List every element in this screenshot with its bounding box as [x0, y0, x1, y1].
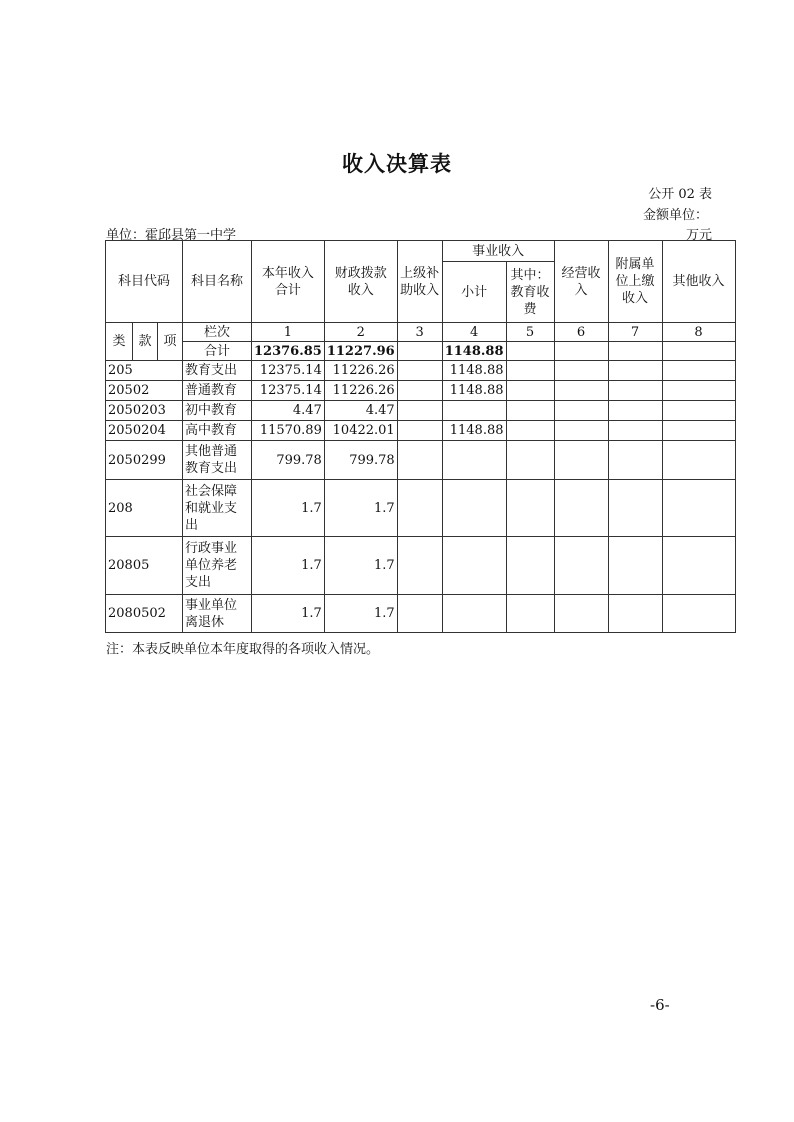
row-fiscal: 11226.26	[324, 381, 397, 401]
col-index-5: 5	[506, 323, 554, 342]
row-code: 2080502	[106, 595, 183, 633]
header-xiang: 项	[158, 323, 183, 361]
row-other	[662, 480, 735, 537]
header-total	[252, 241, 325, 323]
row-name: 高中教育	[183, 421, 252, 441]
page-number: -6-	[650, 996, 670, 1014]
row-name-line2: 和就业支	[185, 500, 238, 516]
row-other	[662, 595, 735, 633]
row-name: 初中教育	[183, 401, 252, 421]
row-code: 2050204	[106, 421, 183, 441]
row-edu-fee	[506, 595, 554, 633]
col-index-4: 4	[442, 323, 506, 342]
header-edu-fee	[506, 262, 554, 323]
row-affiliated	[608, 421, 662, 441]
col-index-1: 1	[252, 323, 325, 342]
row-total: 12375.14	[252, 361, 325, 381]
header-other: 其他收入	[662, 241, 735, 323]
row-operation	[554, 441, 608, 480]
row-name	[183, 441, 252, 480]
row-operation	[554, 537, 608, 595]
row-name-line3: 支出	[185, 575, 212, 590]
header-operation-line2: 入	[574, 282, 588, 298]
row-total: 11570.89	[252, 421, 325, 441]
total-label: 合计	[183, 342, 252, 361]
amount-unit-value: 万元	[685, 228, 712, 243]
total-total: 12376.85	[252, 342, 325, 361]
total-edu-fee	[506, 342, 554, 361]
row-name-line1: 社会保障	[185, 483, 238, 499]
row-edu-fee	[506, 421, 554, 441]
row-affiliated	[608, 480, 662, 537]
row-superior	[397, 441, 442, 480]
header-fiscal-line2: 收入	[347, 282, 374, 298]
row-name: 教育支出	[183, 361, 252, 381]
row-name	[183, 537, 252, 595]
row-operation	[554, 421, 608, 441]
row-name	[183, 480, 252, 537]
header-code: 科目代码	[106, 241, 183, 323]
total-subtotal: 1148.88	[442, 342, 506, 361]
row-superior	[397, 401, 442, 421]
table-row	[106, 480, 736, 537]
row-name-line1: 事业单位	[185, 597, 238, 613]
header-affiliated-line3: 收入	[621, 291, 648, 306]
header-career: 事业收入	[442, 241, 554, 262]
row-other	[662, 361, 735, 381]
row-name-line2: 单位养老	[185, 558, 238, 573]
unit-label: 单位：霍邱县第一中学	[106, 228, 237, 243]
total-superior	[397, 342, 442, 361]
header-subtotal: 小计	[442, 262, 506, 323]
form-number: 公开 02 表	[648, 187, 712, 202]
total-affiliated	[608, 342, 662, 361]
row-code: 20805	[106, 537, 183, 595]
table-note: 注：本表反映单位本年度取得的各项收入情况。	[106, 642, 380, 657]
header-affiliated-line2: 位上缴	[615, 274, 655, 289]
row-subtotal	[442, 595, 506, 633]
row-total: 4.47	[252, 401, 325, 421]
row-other	[662, 381, 735, 401]
row-other	[662, 441, 735, 480]
row-superior	[397, 381, 442, 401]
row-total: 799.78	[252, 441, 325, 480]
header-affiliated-line1: 附属单	[615, 257, 655, 272]
row-fiscal: 1.7	[324, 480, 397, 537]
row-affiliated	[608, 595, 662, 633]
table-row	[106, 537, 736, 595]
row-fiscal: 799.78	[324, 441, 397, 480]
row-affiliated	[608, 441, 662, 480]
row-fiscal: 1.7	[324, 595, 397, 633]
header-lanci: 栏次	[183, 323, 252, 342]
row-fiscal: 4.47	[324, 401, 397, 421]
total-operation	[554, 342, 608, 361]
row-edu-fee	[506, 480, 554, 537]
col-index-8: 8	[662, 323, 735, 342]
row-subtotal: 1148.88	[442, 381, 506, 401]
row-fiscal: 11226.26	[324, 361, 397, 381]
row-name-line2: 教育支出	[185, 461, 238, 476]
row-operation	[554, 361, 608, 381]
page-title: 收入决算表	[342, 152, 452, 176]
row-affiliated	[608, 537, 662, 595]
header-superior	[397, 241, 442, 323]
row-edu-fee	[506, 537, 554, 595]
header-fiscal	[324, 241, 397, 323]
row-subtotal	[442, 480, 506, 537]
total-fiscal: 11227.96	[324, 342, 397, 361]
amount-unit-label: 金额单位：	[642, 208, 708, 223]
header-operation-line1: 经营收	[561, 265, 601, 281]
row-other	[662, 421, 735, 441]
row-other	[662, 401, 735, 421]
table-row	[106, 361, 736, 381]
row-operation	[554, 595, 608, 633]
row-total: 1.7	[252, 480, 325, 537]
header-operation	[554, 241, 608, 323]
row-code: 20502	[106, 381, 183, 401]
row-operation	[554, 381, 608, 401]
header-edu-fee-line2: 教育收	[510, 284, 550, 300]
row-subtotal	[442, 401, 506, 421]
row-affiliated	[608, 401, 662, 421]
row-code: 208	[106, 480, 183, 537]
row-edu-fee	[506, 441, 554, 480]
row-total: 1.7	[252, 537, 325, 595]
row-total: 12375.14	[252, 381, 325, 401]
income-table	[105, 240, 736, 633]
row-subtotal: 1148.88	[442, 361, 506, 381]
col-index-6: 6	[554, 323, 608, 342]
row-code: 2050203	[106, 401, 183, 421]
row-operation	[554, 401, 608, 421]
row-superior	[397, 480, 442, 537]
row-name-line1: 其他普通	[185, 444, 238, 459]
row-name: 普通教育	[183, 381, 252, 401]
table-row	[106, 401, 736, 421]
header-total-line1: 本年收入	[261, 265, 314, 281]
header-superior-line2: 助收入	[400, 282, 440, 298]
row-superior	[397, 421, 442, 441]
header-total-line2: 合计	[274, 282, 301, 298]
header-affiliated	[608, 241, 662, 323]
header-name: 科目名称	[183, 241, 252, 323]
row-subtotal	[442, 441, 506, 480]
row-fiscal: 10422.01	[324, 421, 397, 441]
row-edu-fee	[506, 401, 554, 421]
header-fiscal-line1: 财政拨款	[334, 265, 387, 281]
row-total: 1.7	[252, 595, 325, 633]
table-row	[106, 595, 736, 633]
row-code: 2050299	[106, 441, 183, 480]
col-index-7: 7	[608, 323, 662, 342]
row-name-line2: 离退休	[185, 614, 225, 630]
total-other	[662, 342, 735, 361]
row-subtotal: 1148.88	[442, 421, 506, 441]
row-superior	[397, 537, 442, 595]
header-edu-fee-line3: 费	[523, 301, 537, 317]
header-superior-line1: 上级补	[400, 265, 440, 281]
header-edu-fee-line1: 其中：	[510, 267, 550, 283]
table-row	[106, 421, 736, 441]
row-name	[183, 595, 252, 633]
table-row	[106, 441, 736, 480]
row-name-line3: 出	[185, 517, 199, 533]
row-name-line1: 行政事业	[185, 541, 238, 556]
row-edu-fee	[506, 361, 554, 381]
row-operation	[554, 480, 608, 537]
row-code: 205	[106, 361, 183, 381]
col-index-2: 2	[324, 323, 397, 342]
table-row	[106, 381, 736, 401]
row-fiscal: 1.7	[324, 537, 397, 595]
row-subtotal	[442, 537, 506, 595]
col-index-3: 3	[397, 323, 442, 342]
row-superior	[397, 595, 442, 633]
header-lei: 类	[106, 323, 133, 361]
row-affiliated	[608, 361, 662, 381]
header-kuan: 款	[133, 323, 158, 361]
row-affiliated	[608, 381, 662, 401]
row-other	[662, 537, 735, 595]
row-superior	[397, 361, 442, 381]
row-edu-fee	[506, 381, 554, 401]
